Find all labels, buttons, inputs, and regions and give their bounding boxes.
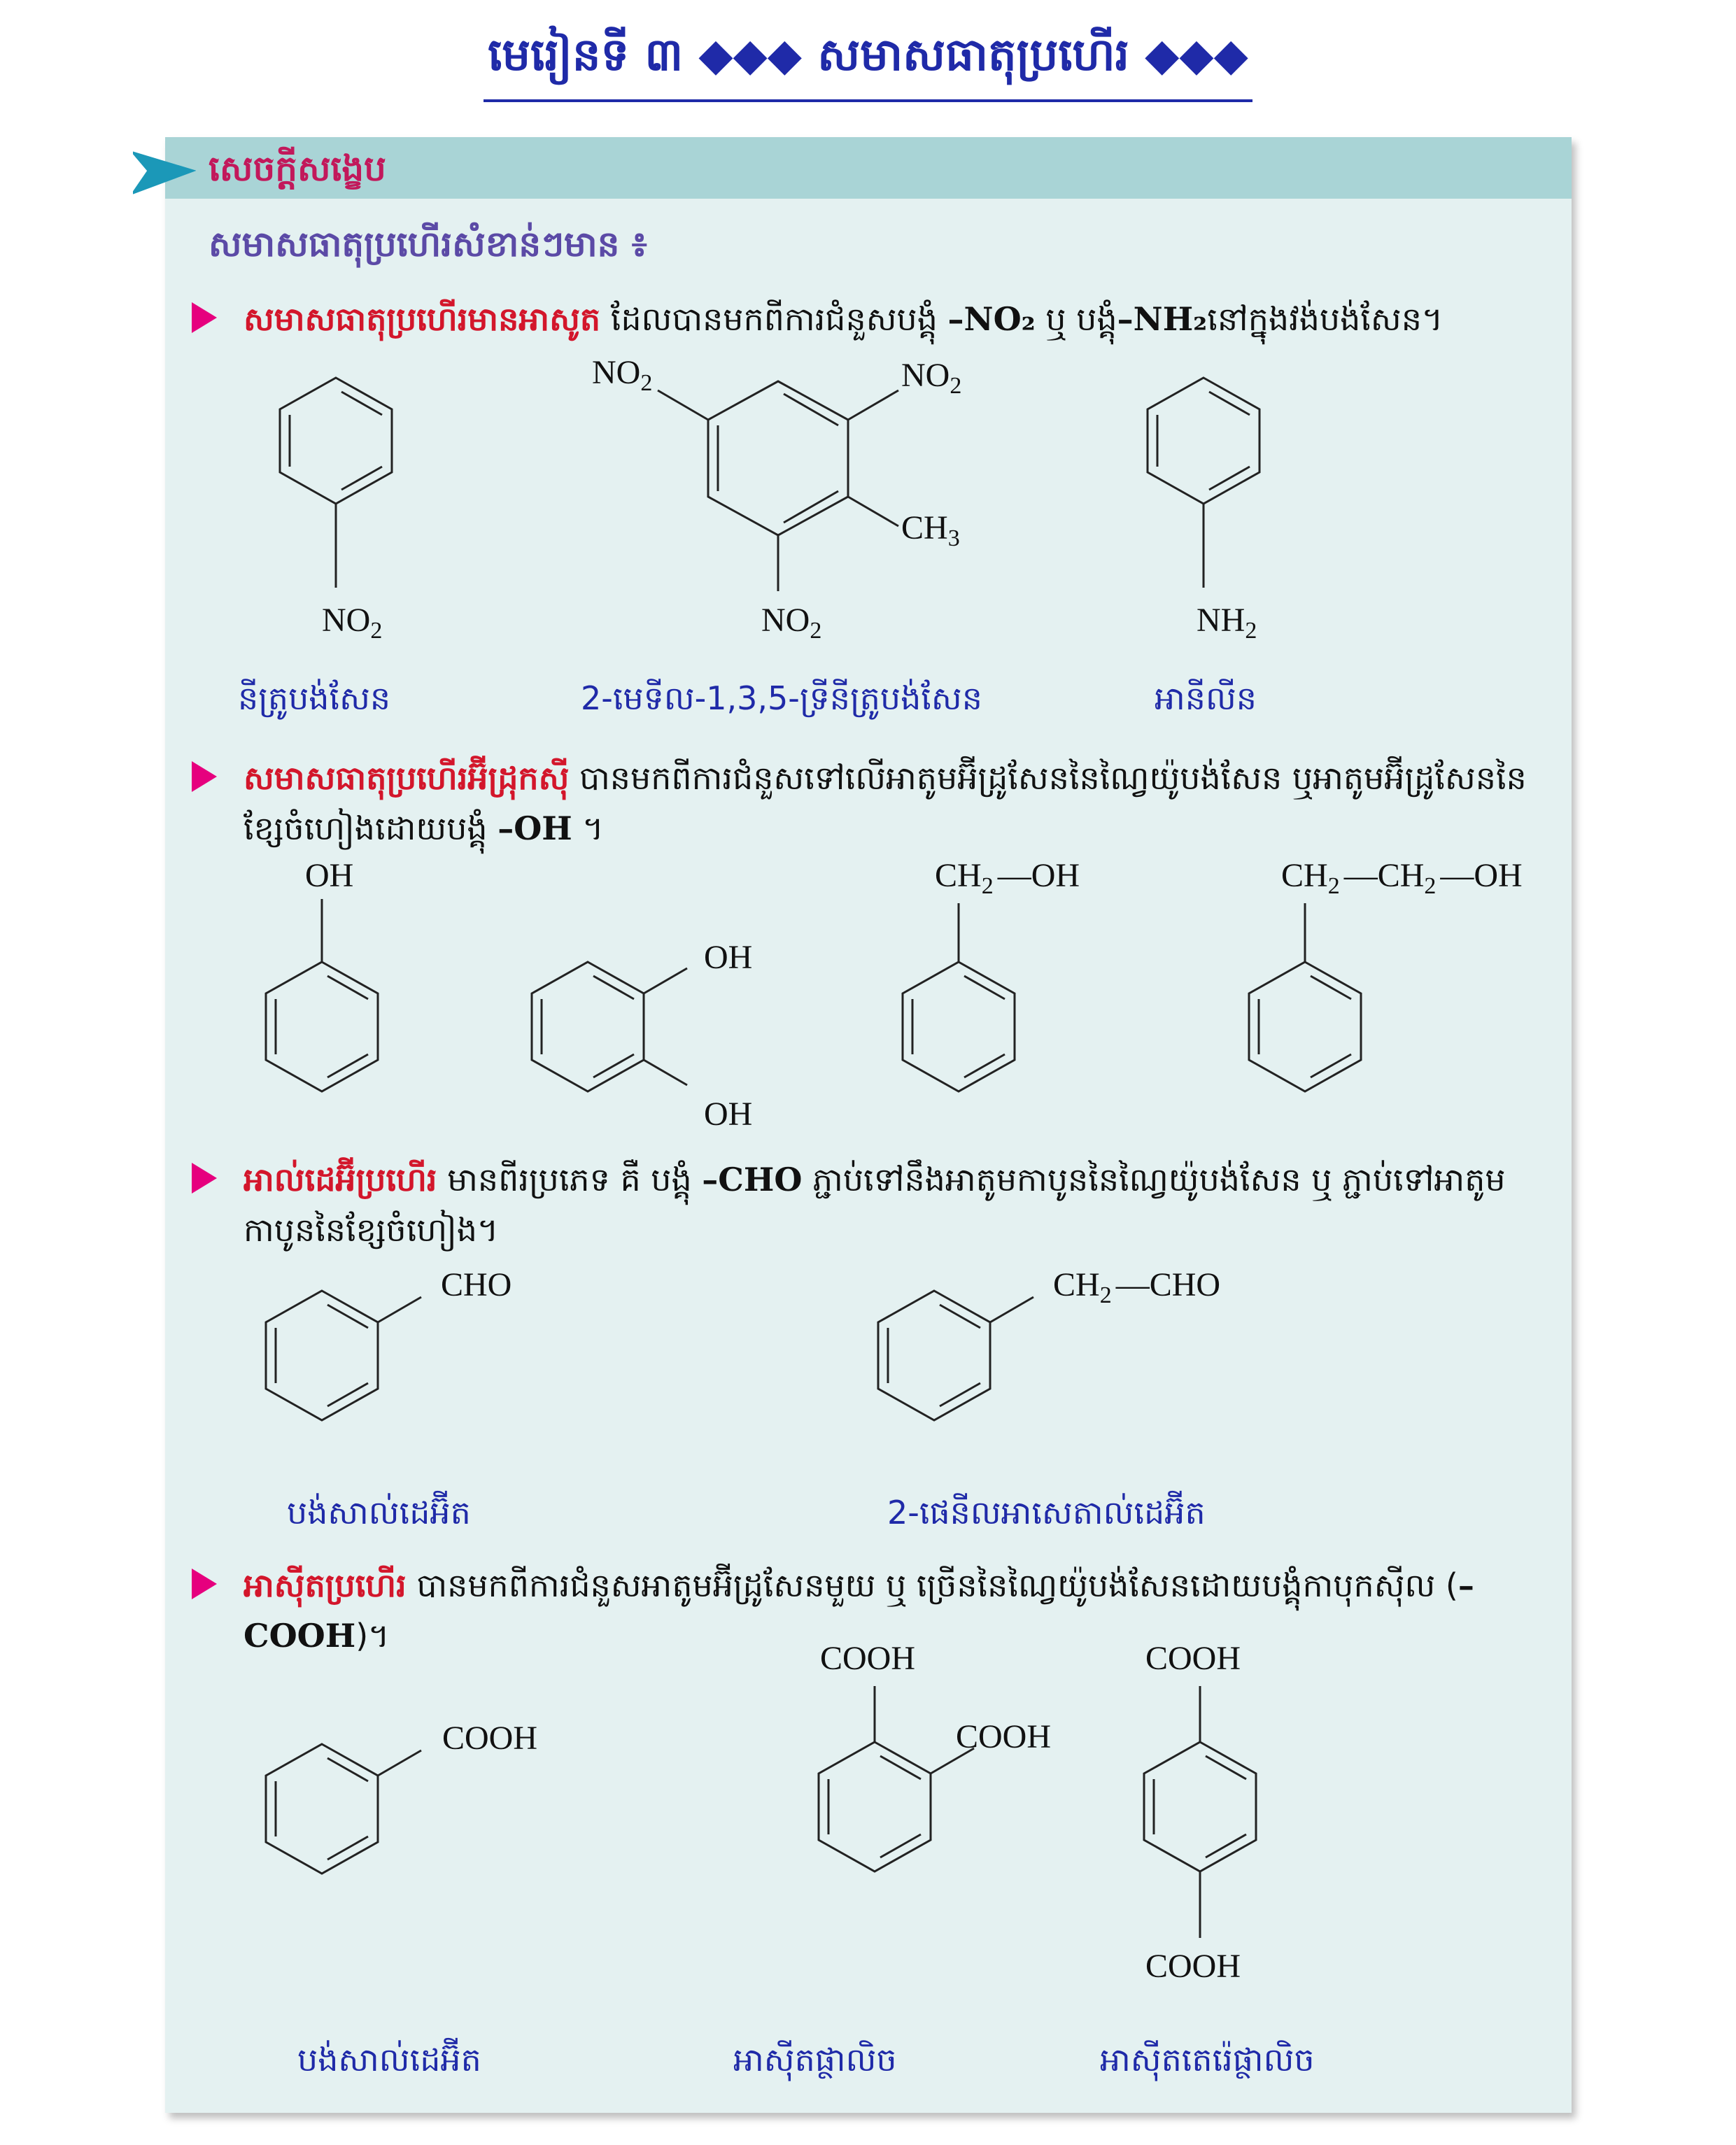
- atom-label: COOH: [442, 1720, 538, 1757]
- phenylacetaldehyde-structure: [850, 1259, 1270, 1469]
- atom-label: NH: [1197, 602, 1245, 639]
- atom-label: CHO: [441, 1266, 512, 1303]
- section-text: ភ្ជាប់ទៅនឹងអាតូមកាបូននៃណ្វៃយ៉ូបង់សែន ឬ ភ្ជាប់ទៅអាតូមកាបូននៃខ្សែចំហៀង។: [244, 1161, 1506, 1249]
- atom-label: NO: [901, 357, 950, 394]
- caption-phthalic-acid: អាស៊ីតផ្ថាលិច: [733, 2041, 897, 2079]
- atom-label: COOH: [956, 1718, 1052, 1755]
- benzaldehyde-structure: [238, 1259, 560, 1469]
- catechol-structure: [504, 930, 770, 1140]
- atom-label: CHO: [1149, 1266, 1221, 1303]
- atom-label: CH: [1377, 857, 1425, 894]
- lesson-title-wrap: [0, 27, 1736, 102]
- subscript: 2: [1099, 1282, 1112, 1308]
- bond-dash: —: [1115, 1266, 1150, 1303]
- subscript: 2: [370, 618, 383, 644]
- bond-dash: —: [1440, 857, 1474, 894]
- atom-label: OH: [305, 857, 354, 894]
- section-title: អាល់ដេអ៊ីប្រហើរ: [244, 1161, 437, 1198]
- section-title: សមាសធាតុប្រហើរអ៊ីដ្រុកស៊ី: [244, 759, 570, 797]
- atom-label: OH: [1031, 857, 1080, 894]
- subscript: 2: [981, 873, 994, 899]
- svg-text:CH3: [901, 509, 960, 551]
- atom-label: OH: [1474, 857, 1523, 894]
- svg-text:NH2: [1197, 602, 1257, 644]
- svg-text:NO2: [322, 602, 382, 644]
- subscript: 2: [810, 618, 822, 644]
- atom-label: CH: [1281, 857, 1328, 894]
- atom-label: CH: [935, 857, 982, 894]
- trinitrotoluene-structure: [588, 350, 1022, 651]
- svg-text:CH2—CH2—OH: [1281, 857, 1523, 899]
- arrow-icon: [133, 147, 196, 196]
- bond-dash: —: [1343, 857, 1378, 894]
- phenol-structure: [238, 857, 420, 1137]
- atom-label: COOH: [1145, 1948, 1241, 1985]
- atom-label: NO: [322, 602, 371, 639]
- subscript: 2: [1424, 873, 1437, 899]
- atom-label: COOH: [820, 1640, 916, 1677]
- section-text: ដែលបានមកពីការជំនួសបង្គុំ: [600, 300, 948, 338]
- caption-nitrobenzene: នីត្រូបង់សែន: [238, 679, 391, 717]
- bullet-icon: [192, 761, 217, 792]
- section-nitrogen: [244, 294, 1587, 344]
- section-title: សមាសធាតុប្រហើរមានអាសូត: [244, 300, 601, 338]
- formula: –COOH: [244, 1566, 1474, 1655]
- section-text: ឬ បង្គុំ: [1035, 300, 1117, 338]
- atom-label: NO: [761, 602, 810, 639]
- summary-subtitle: សមាសធាតុប្រហើរសំខាន់ៗមាន ៖: [209, 224, 647, 264]
- caption-phenylacetaldehyde: 2-ផេនីលអាសេតាល់ដេអ៊ីត: [887, 1494, 1206, 1531]
- subscript: 2: [1327, 873, 1340, 899]
- subscript: 2: [640, 370, 653, 396]
- formula: –NO₂: [947, 300, 1036, 338]
- caption-benzaldehyde: បង់សាល់ដេអ៊ីត: [287, 1494, 471, 1531]
- section-title: អាស៊ីតប្រហើរ: [244, 1566, 407, 1604]
- section-text: បានមកពីការជំនួសអាតូមអ៊ីដ្រូសែនមួយ ឬ ច្រើននៃណ្វៃយ៉ូបង់សែនដោយបង្គុំកាបុកស៊ីល (: [406, 1566, 1458, 1604]
- section-text: មានពីរប្រភេទ គឺ បង្គុំ: [437, 1161, 703, 1198]
- svg-text:NO2: [761, 602, 821, 644]
- summary-header: សេចក្ដីសង្ខេប: [209, 148, 386, 189]
- atom-label: CH: [901, 509, 948, 546]
- phenylethanol-structure: [1221, 857, 1585, 1137]
- caption-aniline: អានីលីន: [1155, 679, 1257, 717]
- atom-label: OH: [704, 1096, 753, 1133]
- caption-benzoic-acid: បង់សាល់ដេអ៊ីត: [297, 2041, 481, 2079]
- phthalic-acid-structure: [735, 1637, 1099, 1917]
- caption-terephthalic-acid: អាស៊ីតតេរ៉េផ្ថាលិច: [1100, 2041, 1315, 2079]
- atom-label: OH: [704, 939, 753, 976]
- bullet-icon: [192, 1163, 217, 1194]
- svg-text:NO2: [901, 357, 961, 399]
- atom-label: NO: [592, 354, 641, 391]
- atom-label: COOH: [1145, 1640, 1241, 1677]
- benzoic-acid-structure: [238, 1713, 574, 1923]
- section-aldehyde: [244, 1154, 1538, 1255]
- lesson-title: មេរៀនទី ៣ ◆◆◆ សមាសធាតុប្រហើរ ◆◆◆: [484, 27, 1252, 102]
- section-text: នៅក្នុងវង់បង់សែន។: [1207, 300, 1444, 338]
- bond-dash: —: [997, 857, 1031, 894]
- svg-text:CH2—CHO: [1053, 1266, 1220, 1308]
- bullet-icon: [192, 302, 217, 333]
- benzyl-alcohol-structure: [875, 857, 1169, 1137]
- caption-trinitrotoluene: 2-មេទីល-1,3,5-ទ្រីនីត្រូបង់សែន: [581, 679, 982, 717]
- section-text: )។: [355, 1617, 390, 1655]
- svg-text:NO2: [592, 354, 652, 396]
- section-text: បានមកពីការជំនួសទៅលើអាតូមអ៊ីដ្រូសែននៃណ្វៃយ៉ូបង់សែន ឬអាតូមអ៊ីដ្រូសែននៃខ្សែចំហៀងដោយបង្គុំ: [244, 759, 1527, 847]
- subscript: 2: [950, 373, 962, 399]
- atom-label: CH: [1053, 1266, 1100, 1303]
- svg-text:CH2—OH: [935, 857, 1080, 899]
- formula: –NH₂: [1117, 300, 1208, 338]
- bullet-icon: [192, 1569, 217, 1599]
- section-hydroxy: [244, 753, 1538, 854]
- terephthalic-acid-structure: [1102, 1637, 1340, 2001]
- section-text: ។: [572, 809, 604, 847]
- subscript: 3: [947, 525, 960, 551]
- nitrobenzene-structure: [252, 364, 434, 644]
- formula: –CHO: [702, 1161, 803, 1198]
- formula: –OH: [497, 809, 572, 847]
- subscript: 2: [1245, 618, 1257, 644]
- aniline-structure: [1120, 364, 1301, 644]
